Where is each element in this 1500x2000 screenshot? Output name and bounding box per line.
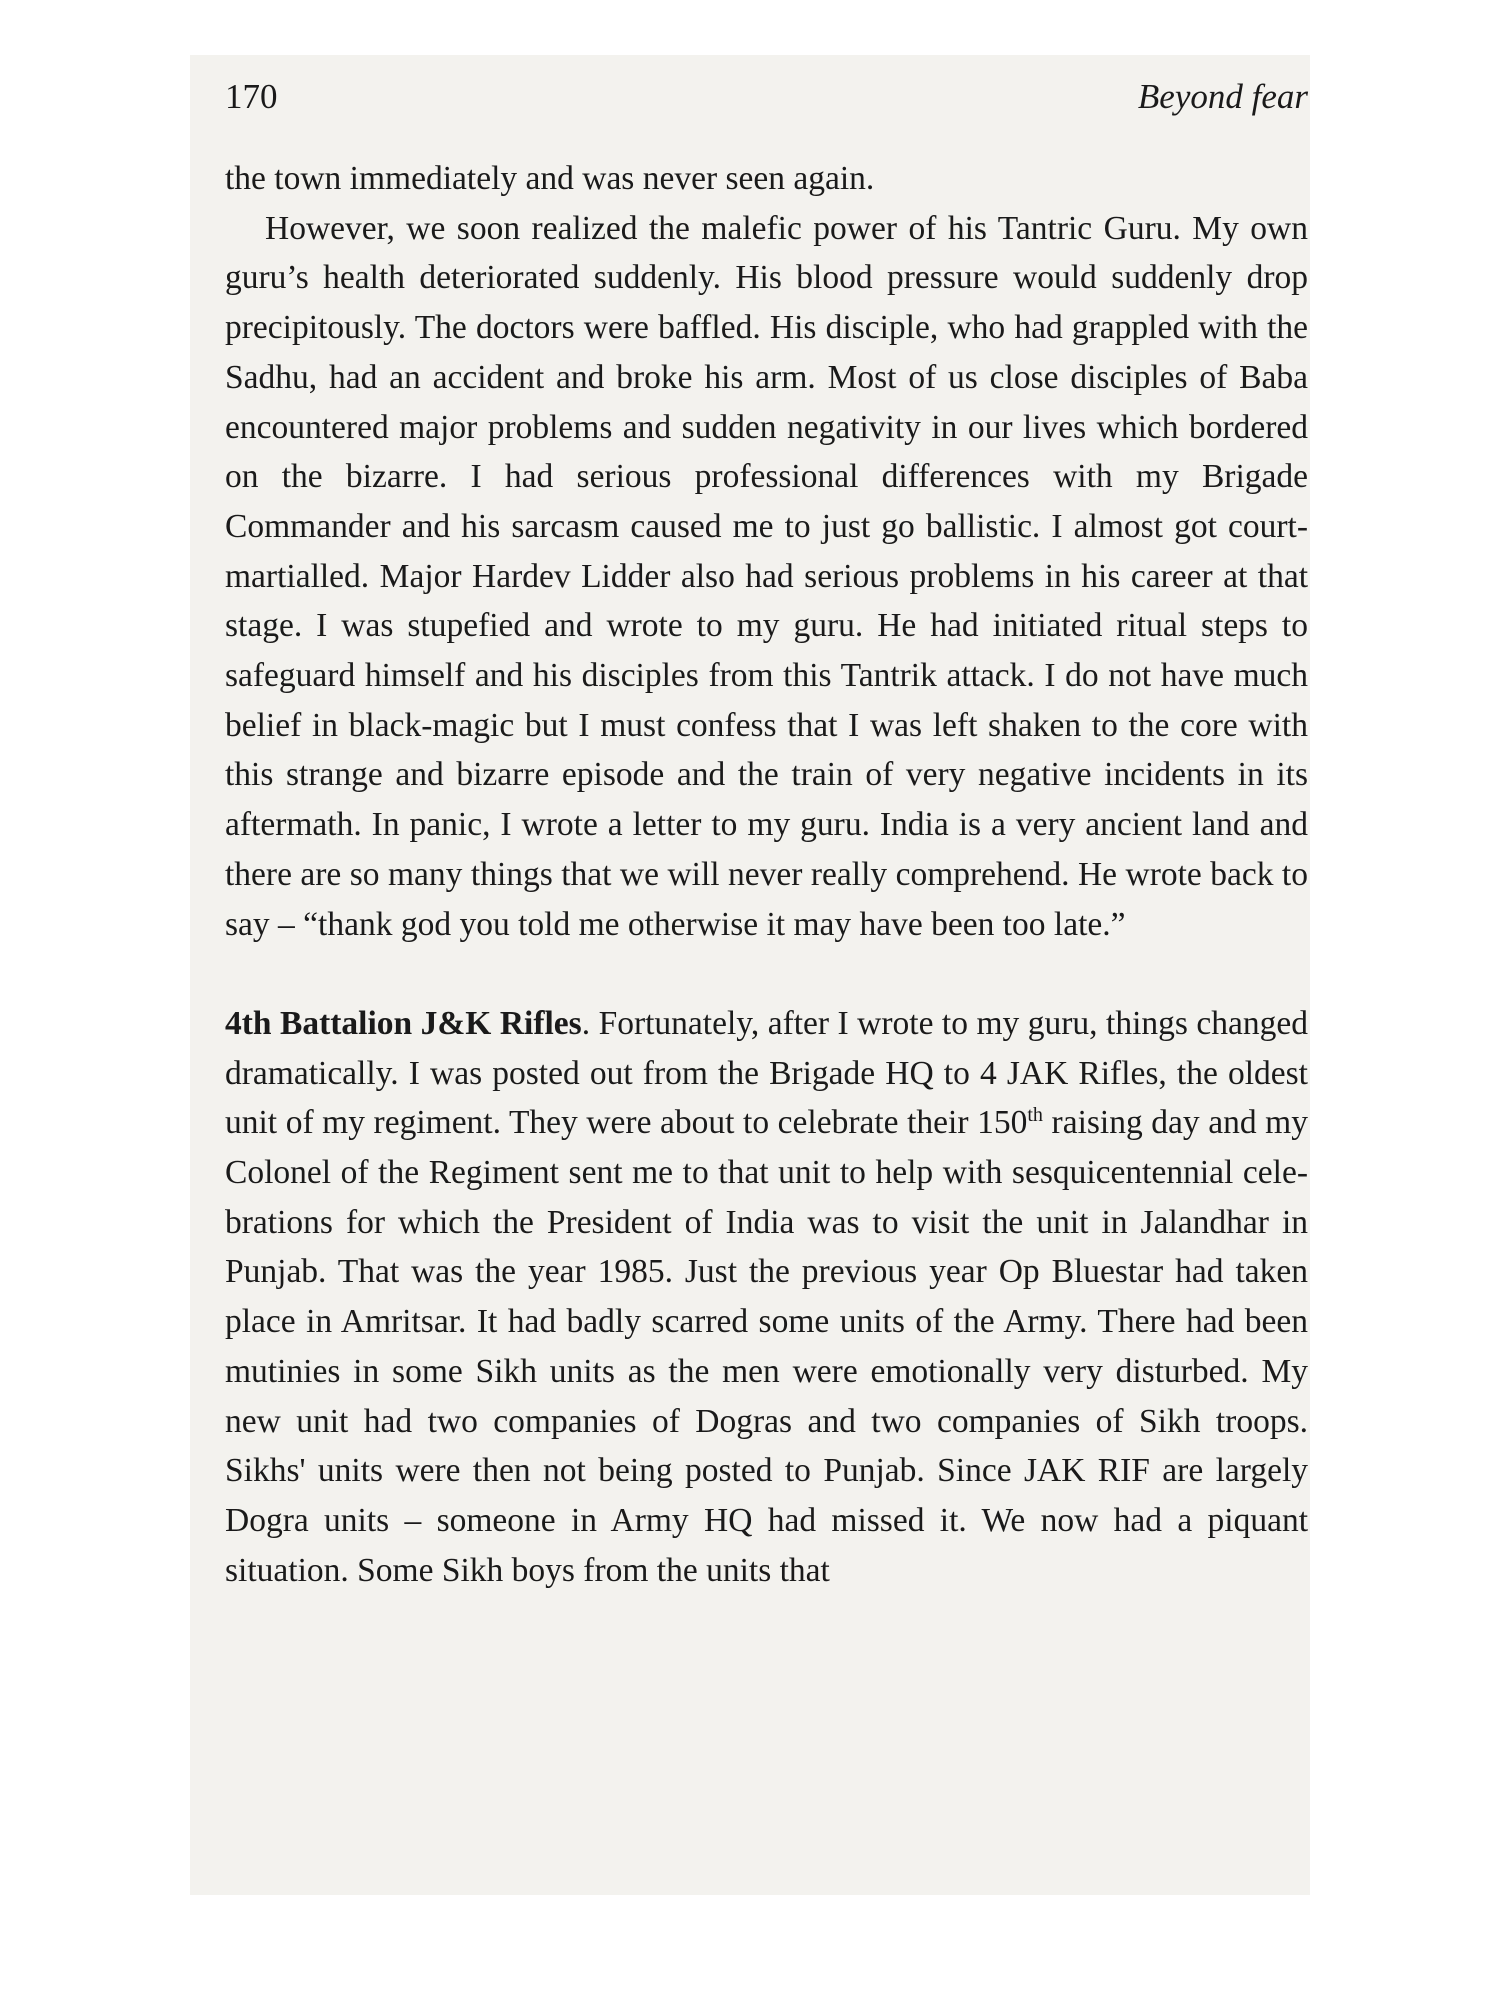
ordinal-superscript: th: [1027, 1104, 1043, 1127]
run-in-heading: 4th Battalion J&K Rifles: [225, 1004, 582, 1042]
paragraph-text-part-a: . Fortunately, after I wrote to my guru, things changed dramatically. I was posted out from the Brigade HQ to 4 JAK Rifles, the oldest unit of my regiment. They were about to celebrate their 150: [225, 1004, 1308, 1142]
running-head: Beyond fear: [1137, 77, 1308, 116]
paragraph-continuation: the town immediately and was never seen again.: [225, 160, 875, 197]
paragraph-tantric-guru: However, we soon realized the malefic power of his Tantric Guru. My own guru’s health deteriorated suddenly. His blood pressure would suddenly drop precipitously. The doctors were baffled. His disciple, who had grappled with the Sadhu, had an accident and broke his arm. Most of us close disciples of Baba encountered major problems and sudden negativity in our lives which bordered on the bizarre. I had serious professional differences with my Brigade Commander and his sarcasm caused me to just go ballistic. I almost got court-martialled. Major Hardev Lidder also had serious problems in his career at that stage. I was stupefied and wrote to my guru. He had initiated ritual steps to safeguard himself and his disciples from this Tantrik attack. I do not have much belief in black-magic but I must confess that I was left shaken to the core with this strange and bizarre episode and the train of very negative incidents in its aftermath. In panic, I wrote a letter to my guru. India is a very ancient land and there are so many things that we will never really comprehend. He wrote back to say – “thank god you told me otherwise it may have been too late.”: [225, 209, 1308, 943]
paragraph-battalion: [225, 999, 1308, 1595]
page-number: 170: [225, 77, 278, 116]
body-text: [225, 154, 1308, 1595]
paragraph-text-part-b: raising day and my Colonel of the Regiment sent me to that unit to help with sesquicentennial celebrations for which the President of India was to visit the unit in Jalandhar in Punjab. That was the year 1985. Just the previous year Op Bluestar had taken place in Amritsar. It had badly scarred some units of the Army. There had been mutinies in some Sikh units as the men were emotionally very disturbed. My new unit had two companies of Dogras and two companies of Sikh troops. Sikhs' units were then not being posted to Punjab. Since JAK RIF are largely Dogra units – someone in Army HQ had missed it. We now had a piquant situation. Some Sikh boys from the units that: [225, 1104, 1308, 1589]
book-page: [190, 55, 1310, 1895]
